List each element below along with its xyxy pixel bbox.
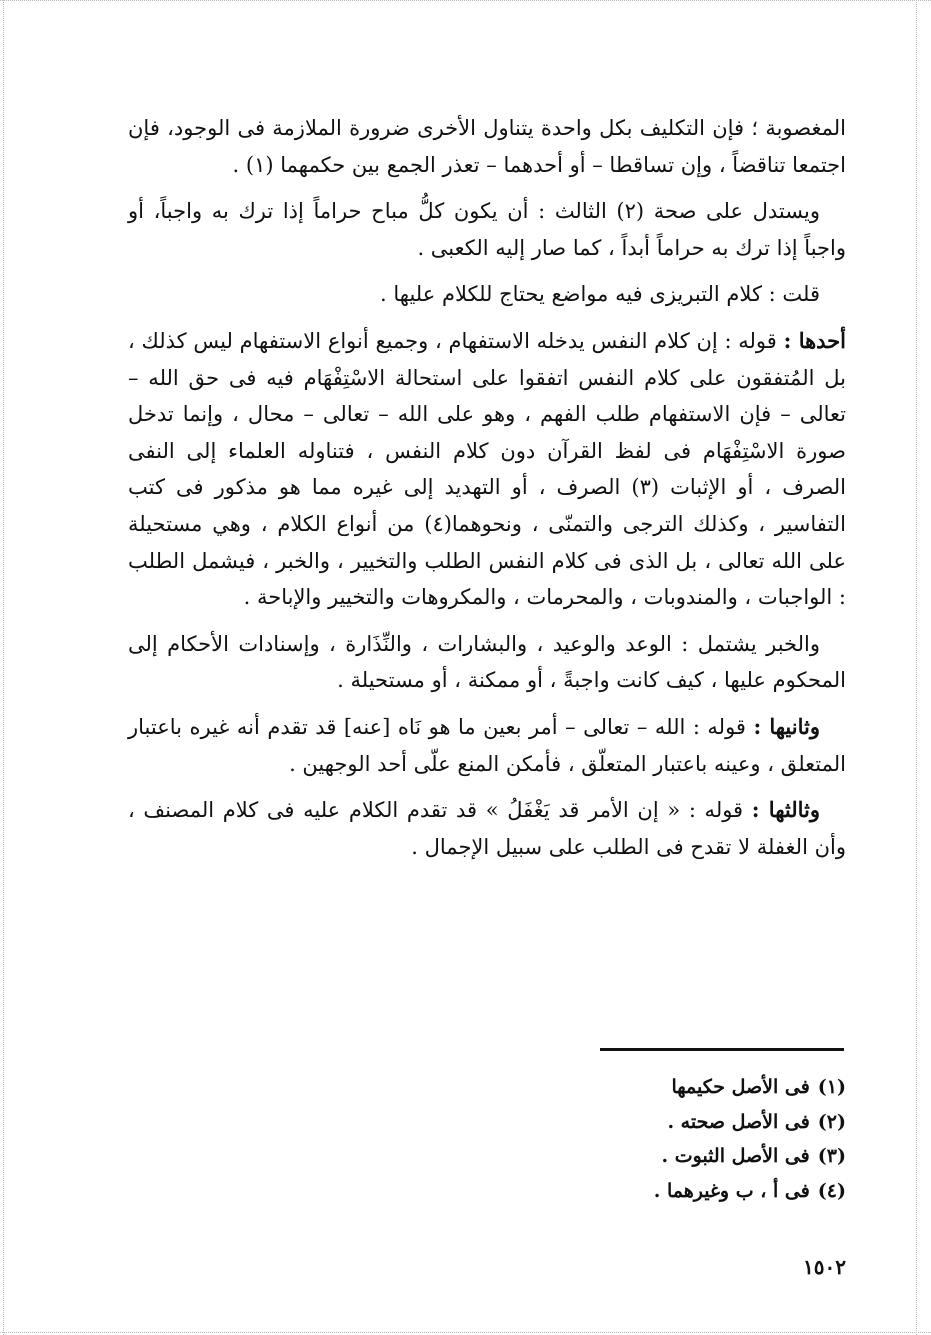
paragraph-text: ويستدل على صحة (٢) الثالث : أن يكون كلُّ مباح حراماً إذا ترك به واجباً، أو واجباً إذا ترك به حراماً أبداً ، كما صار إليه الكعبى . (128, 199, 846, 260)
paragraph-lead: وثالثها : (751, 797, 821, 823)
footnote-number: (٣) (817, 1145, 846, 1167)
paragraph-7 (128, 792, 846, 865)
scan-border-bottom (0, 1332, 931, 1333)
paragraph-lead: أحدها : (783, 327, 847, 353)
footnote-number: (٤) (817, 1179, 846, 1202)
footnote-number: (١) (817, 1076, 846, 1098)
footnotes-list (480, 1070, 846, 1208)
paragraph-text: قوله : « إن الأمر قد يَغْفَلُ » قد تقدم الكلام عليه فى كلام المصنف ، وأن الغفلة لا تقدح فى الطلب على سبيل الإجمال . (128, 798, 846, 859)
body-text (128, 110, 846, 875)
footnote-text: فى الأصل حكيمها (671, 1076, 810, 1098)
paragraph-text: والخبر يشتمل : الوعد والوعيد ، والبشارات ، والنِّذَارة ، وإسنادات الأحكام إلى المحكوم عليها ، كيف كانت واجبةً ، أو ممكنة ، أو مستحيلة . (128, 631, 846, 693)
footnote-text: فى الأصل صحته . (667, 1110, 810, 1133)
footnote-separator (600, 1048, 844, 1051)
paragraph-lead: وثانيها : (753, 713, 820, 739)
footnote-text: فى أ ، ب وغيرهما . (653, 1179, 810, 1202)
paragraph-text: قلت : كلام التبريزى فيه مواضع يحتاج للكلام عليها . (380, 282, 820, 307)
paragraph-text: قوله : الله – تعالى – أمر بعين ما هو نَاه [عنه] قد تقدم أنه غيره باعتبار المتعلق ، وعينه باعتبار المتعلّق ، فأمكن المنع علّى أحد الوجهين . (128, 714, 846, 776)
footnote-text: فى الأصل الثبوت . (661, 1145, 810, 1167)
scan-border-left (3, 0, 4, 1335)
paragraph-4 (128, 323, 846, 616)
paragraph-1 (128, 110, 846, 183)
paragraph-3 (128, 276, 846, 313)
paragraph-text: المغصوبة ؛ فإن التكليف بكل واحدة يتناول الأخرى ضرورة الملازمة فى الوجود، فإن اجتمعا تناقضاً ، وإن تساقطا – أو أحدهما – تعذر الجمع بين حكمهما (١) . (128, 116, 846, 177)
footnote-number: (٢) (817, 1110, 846, 1133)
footnote-item (480, 1139, 846, 1174)
paragraph-2 (128, 193, 846, 266)
paragraph-6 (128, 709, 846, 782)
paragraph-5 (128, 626, 846, 699)
page-number: ١٥٠٢ (803, 1255, 846, 1279)
scan-border-right (916, 0, 917, 1335)
footnote-item (480, 1070, 846, 1105)
paragraph-text: قوله : إن كلام النفس يدخله الاستفهام ، وجميع أنواع الاستفهام ليس كذلك ، بل المُتفقون على كلام النفس اتفقوا على استحالة الاسْتِفْهَام فيه فى حق الله – تعالى – فإن الاستفهام طلب الفهم ، وهو على الله – تعالى – محال ، وإنما تدخل صورة الاسْتِفْهَام فى لفظ القرآن دون كلام النفس ، فتناوله العلماء إلى النفى الصرف ، أو الإثبات (٣) الصرف ، أو التهديد إلى غيره مما هو مذكور فى كتب التفاسير ، وكذلك الترجى والتمنّى ، ونحوهما(٤) من أنواع الكلام ، وهي مستحيلة على الله تعالى ، بل الذى فى كلام النفس الطلب والتخيير ، والخبر ، فيشمل الطلب : الواجبات ، والمندوبات ، والمحرمات ، والمكروهات والتخيير والإباحة . (128, 328, 846, 610)
footnote-item (480, 1105, 846, 1140)
scan-border-top (0, 0, 931, 1)
footnote-item (480, 1174, 846, 1209)
